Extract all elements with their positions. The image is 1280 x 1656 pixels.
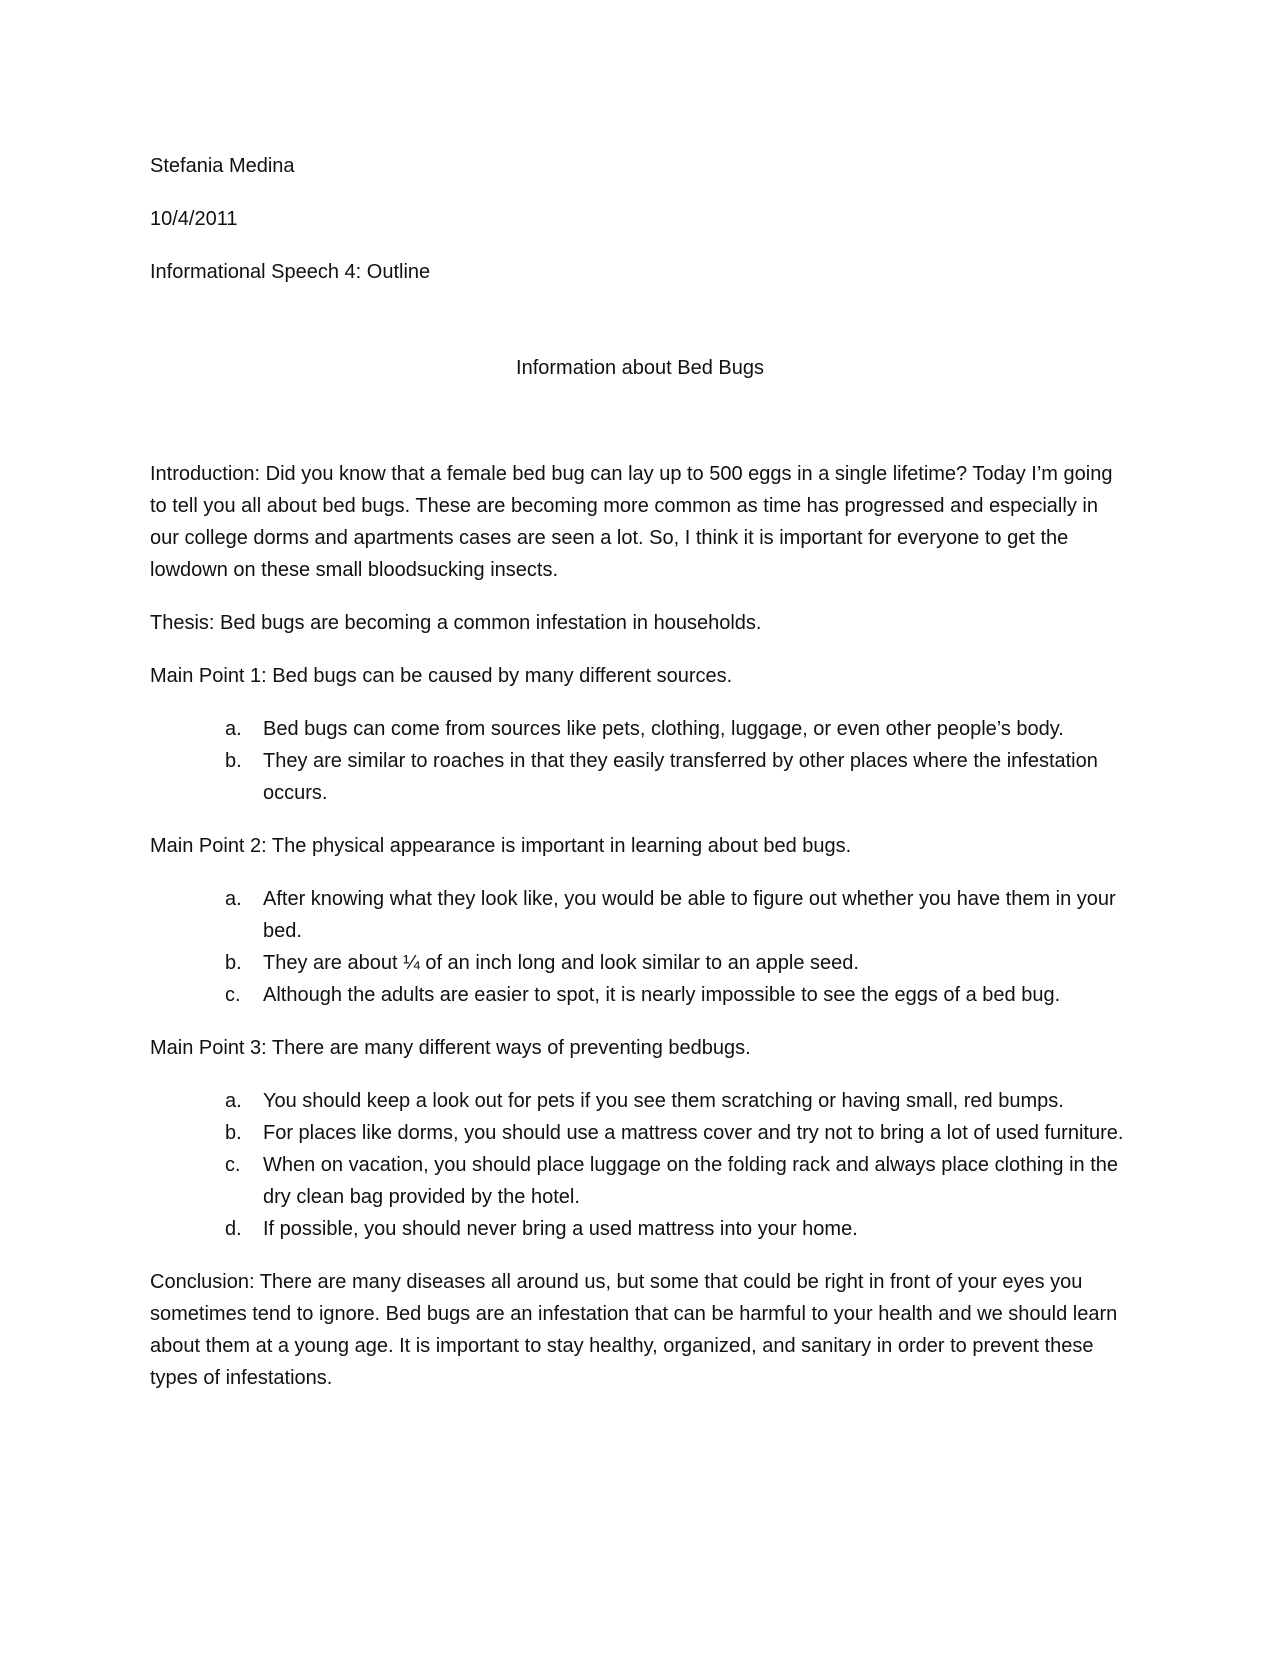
author-name: Stefania Medina — [150, 155, 295, 177]
document-date: 10/4/2011 — [150, 208, 238, 230]
list-item — [150, 883, 1130, 947]
list-item — [150, 947, 1130, 979]
list-item-text: When on vacation, you should place luggage on the folding rack and always place clothing in the dry clean bag provided by the hotel. — [263, 1154, 1119, 1208]
list-item — [150, 1085, 1130, 1117]
list-item — [150, 1213, 1130, 1245]
main-point-2-list — [150, 883, 1130, 1011]
list-item — [150, 1149, 1130, 1213]
list-marker: a. — [225, 888, 242, 910]
document-title: Information about Bed Bugs — [516, 357, 764, 379]
conclusion-paragraph: Conclusion: There are many diseases all around us, but some that could be right in front of your eyes you sometimes tend to ignore. Bed bugs are an infestation that can be harmful to your health and we should learn about them at a young age. It is important to stay healthy, organized, and sanitary in order to prevent these types of infestations. — [150, 1271, 1118, 1389]
list-marker: c. — [225, 1154, 241, 1176]
list-item — [150, 713, 1130, 745]
list-item-text: Although the adults are easier to spot, it is nearly impossible to see the eggs of a bed bug. — [263, 984, 1061, 1006]
list-marker: c. — [225, 984, 241, 1006]
list-marker: a. — [225, 718, 242, 740]
introduction-paragraph: Introduction: Did you know that a female bed bug can lay up to 500 eggs in a single lifetime? Today I’m going to tell you all about bed bugs. These are becoming more common as time has progressed and especially in our college dorms and apartments cases are seen a lot. So, I think it is important for everyone to get the lowdown on these small bloodsucking insects. — [150, 463, 1113, 581]
thesis-statement: Thesis: Bed bugs are becoming a common infestation in households. — [150, 612, 762, 634]
list-item-text: You should keep a look out for pets if you see them scratching or having small, red bumps. — [263, 1090, 1064, 1112]
list-marker: b. — [225, 750, 242, 772]
main-point-3-list — [150, 1085, 1130, 1245]
main-point-1-list — [150, 713, 1130, 809]
list-marker: b. — [225, 1122, 242, 1144]
list-marker: a. — [225, 1090, 242, 1112]
list-item-text: After knowing what they look like, you would be able to figure out whether you have them in your bed. — [263, 888, 1116, 942]
list-item-text: For places like dorms, you should use a mattress cover and try not to bring a lot of used furniture. — [263, 1122, 1124, 1144]
list-item — [150, 1117, 1130, 1149]
list-item — [150, 745, 1130, 809]
main-point-2-heading: Main Point 2: The physical appearance is important in learning about bed bugs. — [150, 835, 852, 857]
list-item-text: If possible, you should never bring a used mattress into your home. — [263, 1218, 858, 1240]
list-item-text: Bed bugs can come from sources like pets, clothing, luggage, or even other people’s body. — [263, 718, 1064, 740]
document-body — [150, 150, 1130, 1415]
assignment-label: Informational Speech 4: Outline — [150, 261, 431, 283]
main-point-1-heading: Main Point 1: Bed bugs can be caused by many different sources. — [150, 665, 733, 687]
list-marker: d. — [225, 1218, 242, 1240]
list-item-text: They are similar to roaches in that they easily transferred by other places where the infestation occurs. — [263, 750, 1098, 804]
main-point-3-heading: Main Point 3: There are many different ways of preventing bedbugs. — [150, 1037, 751, 1059]
list-item — [150, 979, 1130, 1011]
list-marker: b. — [225, 952, 242, 974]
list-item-text: They are about ¼ of an inch long and look similar to an apple seed. — [263, 952, 859, 974]
